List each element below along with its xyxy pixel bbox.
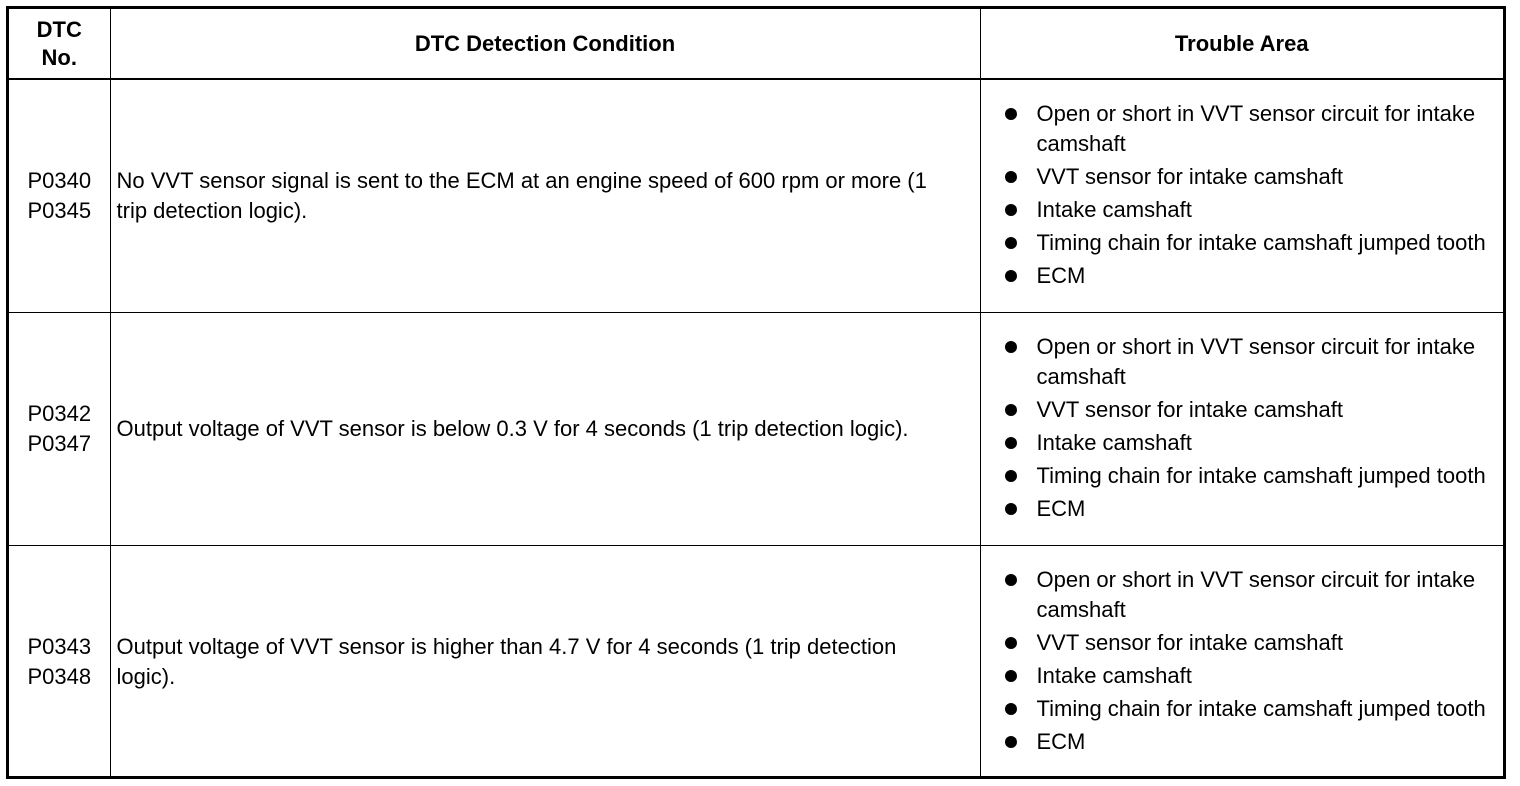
list-item — [1003, 628, 1494, 658]
dtc-code: P0343 — [27, 633, 92, 659]
list-item — [1003, 428, 1494, 458]
header-trouble-area: Trouble Area — [980, 9, 1503, 79]
dtc-code-cell — [9, 79, 110, 312]
dtc-table-container — [6, 6, 1506, 779]
list-item — [1003, 332, 1494, 392]
trouble-area-text: ECM — [1036, 729, 1086, 755]
dtc-code-cell — [9, 545, 110, 778]
bullet-icon — [1005, 204, 1017, 216]
bullet-icon — [1005, 237, 1017, 249]
dtc-code: P0345 — [27, 197, 92, 223]
bullet-icon — [1005, 470, 1017, 482]
list-item — [1003, 661, 1494, 691]
bullet-icon — [1005, 108, 1017, 120]
detection-condition-cell: Output voltage of VVT sensor is higher than 4.7 V for 4 seconds (1 trip detection logic). — [110, 545, 980, 778]
trouble-area-text: Intake camshaft — [1036, 197, 1192, 223]
trouble-area-text: Intake camshaft — [1036, 430, 1192, 455]
detection-condition-cell: No VVT sensor signal is sent to the ECM at an engine speed of 600 rpm or more (1 trip detection logic). — [110, 79, 980, 312]
trouble-area-text: VVT sensor for intake camshaft — [1036, 164, 1344, 190]
bullet-icon — [1005, 437, 1017, 449]
trouble-area-text: ECM — [1036, 263, 1086, 289]
bullet-icon — [1005, 703, 1017, 715]
trouble-area-text: VVT sensor for intake camshaft — [1036, 630, 1344, 656]
table-row — [9, 545, 1503, 778]
bullet-icon — [1005, 341, 1017, 353]
list-item — [1003, 195, 1494, 225]
dtc-code: P0348 — [27, 663, 92, 689]
trouble-area-text: Timing chain for intake camshaft jumped tooth — [1036, 696, 1486, 722]
trouble-area-cell — [980, 312, 1503, 545]
table-header-row — [9, 9, 1503, 79]
header-dtc-no — [9, 9, 110, 79]
bullet-icon — [1005, 637, 1017, 649]
list-item — [1003, 461, 1494, 491]
trouble-area-text: Intake camshaft — [1036, 663, 1192, 689]
trouble-area-cell — [980, 545, 1503, 778]
list-item — [1003, 727, 1494, 757]
dtc-code: P0340 — [27, 167, 92, 193]
trouble-area-text: Timing chain for intake camshaft jumped tooth — [1036, 463, 1486, 488]
trouble-area-text: Timing chain for intake camshaft jumped tooth — [1036, 230, 1486, 256]
trouble-area-text: ECM — [1036, 496, 1086, 521]
trouble-area-text: VVT sensor for intake camshaft — [1036, 397, 1344, 422]
bullet-icon — [1005, 171, 1017, 183]
bullet-icon — [1005, 270, 1017, 282]
header-dtc-no-line1: DTC — [36, 16, 82, 42]
list-item — [1003, 162, 1494, 192]
list-item — [1003, 494, 1494, 524]
table-row — [9, 312, 1503, 545]
list-item — [1003, 228, 1494, 258]
bullet-icon — [1005, 736, 1017, 748]
list-item — [1003, 395, 1494, 425]
header-dtc-no-line2: No. — [41, 44, 77, 70]
table-row — [9, 79, 1503, 312]
list-item — [1003, 565, 1494, 625]
bullet-icon — [1005, 503, 1017, 515]
dtc-code-cell — [9, 312, 110, 545]
trouble-area-text: Open or short in VVT sensor circuit for intake camshaft — [1036, 334, 1476, 389]
list-item — [1003, 261, 1494, 291]
header-detection-condition: DTC Detection Condition — [110, 9, 980, 79]
list-item — [1003, 99, 1494, 159]
dtc-table — [9, 9, 1503, 778]
detection-condition-cell: Output voltage of VVT sensor is below 0.3 V for 4 seconds (1 trip detection logic). — [110, 312, 980, 545]
dtc-code: P0342 — [27, 400, 92, 426]
bullet-icon — [1005, 574, 1017, 586]
trouble-area-text: Open or short in VVT sensor circuit for intake camshaft — [1036, 101, 1476, 157]
trouble-area-list — [1003, 332, 1494, 524]
dtc-code: P0347 — [27, 430, 92, 456]
bullet-icon — [1005, 404, 1017, 416]
bullet-icon — [1005, 670, 1017, 682]
trouble-area-text: Open or short in VVT sensor circuit for intake camshaft — [1036, 567, 1476, 623]
trouble-area-list — [1003, 99, 1494, 291]
trouble-area-list — [1003, 565, 1494, 757]
trouble-area-cell — [980, 79, 1503, 312]
list-item — [1003, 694, 1494, 724]
